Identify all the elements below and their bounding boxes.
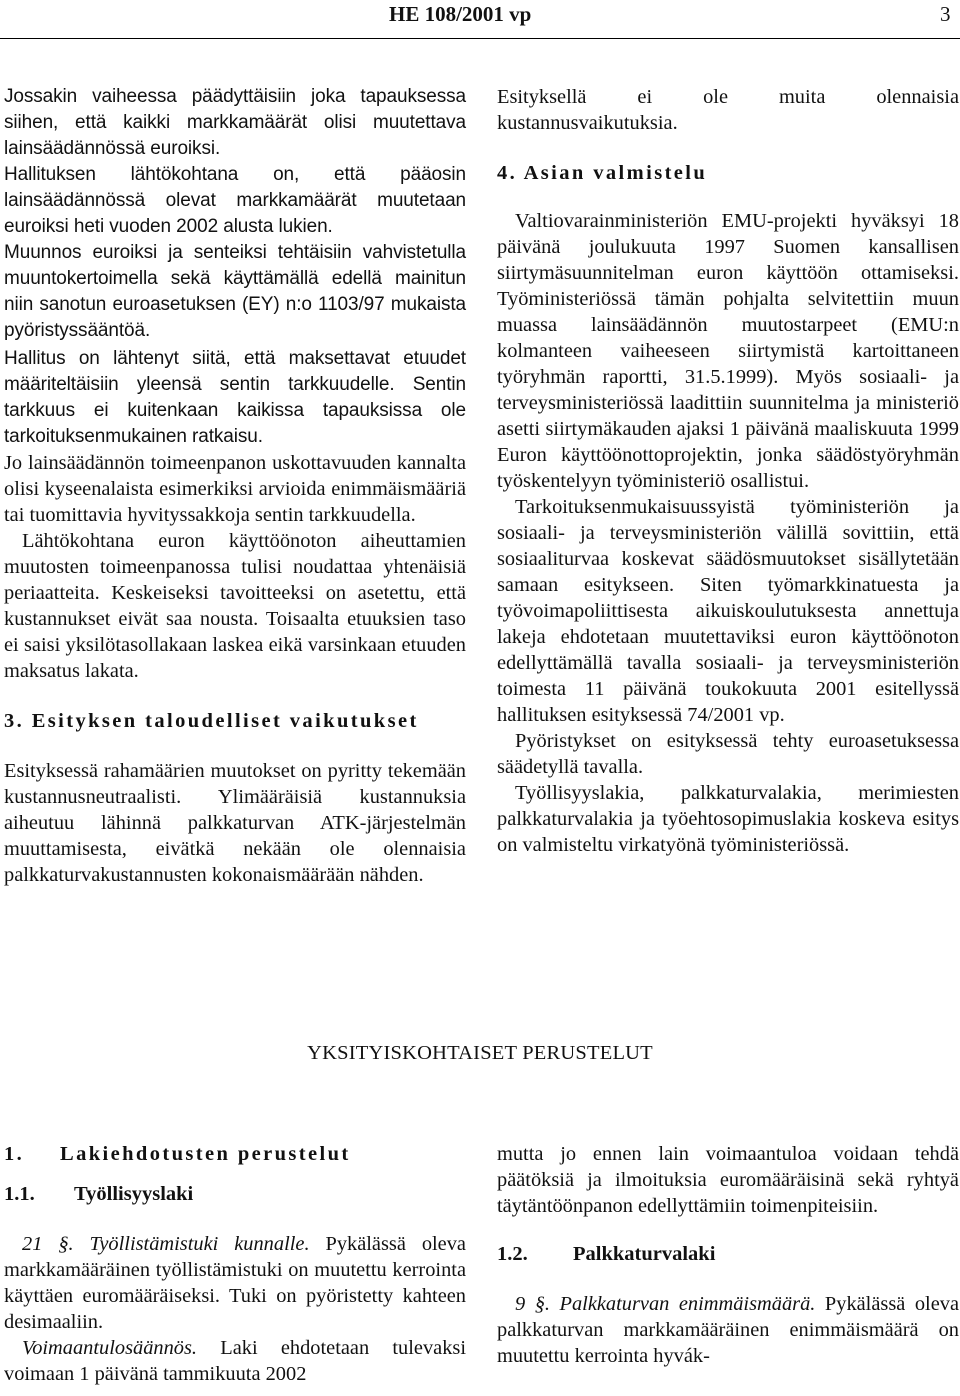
heading-number: 1.2. [497,1243,528,1265]
heading-number: 1.1. [4,1183,35,1205]
heading-number: 1. [4,1143,25,1165]
section-heading: 3. Esityksen taloudelliset vaikutukset [4,710,419,732]
right-column-lower [497,1141,959,1369]
paragraph: Tarkoituksenmukaisuussyistä työministeriön ja sosiaali- ja terveysministeriön välillä sovittiin, että sosiaaliturvaa koskevat säädösmuutokset sisällytetään samaan esitykseen. Siten työmarkkinatuesta ja työvoimapoliittisesta aikuiskoulutuksesta annettuja lakeja ehdotetaan muutettaviksi euron käyttöönoton edellyttämällä tavalla sosiaali- ja terveysministeriön toimesta 11 päivänä toukokuuta 2001 esitellyssä hallituksen esityksessä 74/2001 vp. [497,496,959,726]
heading-text: Työllisyyslaki [74,1183,194,1205]
heading-text: Palkkaturvalaki [573,1243,716,1265]
paragraph-text: Pykälässä oleva markkamääräinen työllistämistuki on muutettu kerrointa käyttäen euromääräiseksi. Tuki on pyöristetty kahteen desimaaliin. [4,1233,466,1333]
heading-text: Lakiehdotusten perustelut [60,1143,351,1165]
paragraph: Jossakin vaiheessa päädyttäisiin joka tapauksessa siihen, että kaikki markkamäärät olisi muutettava lainsäädännössä euroiksi. [4,86,466,159]
section-reference: Voimaantulosäännös. [22,1337,198,1359]
right-column [497,84,959,858]
paragraph [4,1231,466,1335]
paragraph [4,346,466,450]
paragraph: Valtiovarainministeriön EMU-projekti hyväksyi 18 päivänä joulukuuta 1997 Suomen kansallisen siirtymäsuunnitelman euron käyttöön ottamiseksi. Työministeriössä tämän pohjalta selvitettiin muun muassa lainsäädännön muutostarpeet (EMU:n kolmanteen vaiheeseen siirtymistä kartoittaneen työryhmän raportti, 31.5.1999). Myös sosiaali- ja terveysministeriössä laadittiin suunnitelma ja ministeriö asetti siirtymäkauden ajaksi 1 päivänä maaliskuuta 1999 Euron käyttöönottoprojektin, jonka säädöstyöryhmän työskentelyyn työministeriö osallistui. [497,210,959,492]
section-reference: 9 §. Palkkaturvan enimmäismäärä. [515,1293,816,1315]
paragraph: Lähtökohtana euron käyttöönoton aiheuttamien muutosten toimeenpanossa tulisi noudattaa yhtenäisiä periaatteita. Keskeiseksi tavoitteeksi on asetettu, että kustannukset eivät saa nousta. Toisaalta etuuksien taso ei saisi yksilötasollakaan laskea eikä varsinkaan etuuden maksatus lakata. [4,530,466,682]
paragraph: Pyöristykset on esityksessä tehty euroasetuksessa säädetyllä tavalla. [497,730,959,778]
paragraph: Jo lainsäädännön toimeenpanon uskottavuuden kannalta olisi kyseenalaista esimerkiksi arvioida enimmäismääriä tai tuomittavia hyvityssakkoja sentin tarkkuudella. [4,452,466,526]
section-title: YKSITYISKOHTAISET PERUSTELUT [307,1042,653,1064]
heading-1-1 [4,1181,466,1207]
paragraph-text: Laki ehdotetaan tulevaksi voimaan 1 päivänä tammikuuta 2002 [4,1337,466,1385]
section-reference: 21 §. Työllistämistuki kunnalle. [22,1233,310,1255]
left-column [4,84,466,888]
document-id: HE 108/2001 vp [389,2,532,26]
sentence: Hallitus on lähtenyt siitä, että maksettavat etuudet määriteltäisiin yleensä sentin tarkkuudelle. [4,348,466,395]
paragraph-text: Pykälässä oleva palkkaturvan markkamääräinen enimmäismäärä on muutettu kerrointa hyvák- [497,1293,959,1367]
paragraph: Esityksellä ei ole muita olennaisia kustannusvaikutuksia. [497,86,959,134]
heading-1-2 [497,1241,959,1267]
paragraph: Muunnos euroiksi ja senteiksi tehtäisiin vahvistetulla muuntokertoimella sekä käyttämällä edellä mainitun niin sanotun euroasetuksen (EY) n:o 1103/97 mukaista pyöristyssääntöä. [4,242,466,341]
header-rule [0,38,960,39]
paragraph [497,1291,959,1369]
heading-1 [4,1141,466,1167]
left-column-lower [4,1141,466,1387]
sentence: Sentin tarkkuus ei kuitenkaan kaikissa tapauksissa ole tarkoituksenmukainen ratkaisu. [4,374,466,447]
page-number: 3 [940,2,951,26]
paragraph [4,1335,466,1387]
paragraph: Työllisyyslakia, palkkaturvalakia, merimiesten palkkaturvalakia ja työehtosopimuslakia koskeva esitys on valmisteltu virkatyönä työministeriössä. [497,782,959,856]
paragraph: Esityksessä rahamäärien muutokset on pyritty tekemään kustannusneutraalisti. Ylimääräisiä kustannuksia aiheutuu lähinnä palkkaturvan ATK-järjestelmän muuttamisesta, eivätkä nekään ole olennaisia palkkaturvakustannusten kokonaismäärään nähden. [4,760,466,886]
section-heading: 4. Asian valmistelu [497,162,708,184]
paragraph: Hallituksen lähtökohtana on, että pääosin lainsäädännössä olevat markkamäärät muutetaan euroiksi heti vuoden 2002 alusta lukien. [4,164,466,237]
paragraph: mutta jo ennen lain voimaantuloa voidaan tehdä päätöksiä ja ilmoituksia euromääräisinä sekä ryhtyä täytäntöönpanon edellyttämiin toimenpiteisiin. [497,1143,959,1217]
